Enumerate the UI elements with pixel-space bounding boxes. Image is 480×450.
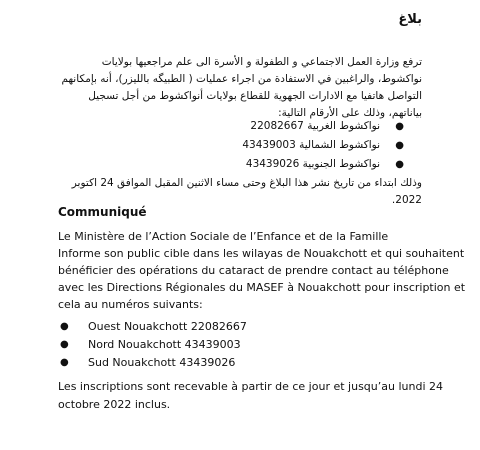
list-item-text: نواكشوط الشمالية 43439003 xyxy=(242,139,380,151)
note-line: Les inscriptions sont recevable à partir de ce jour et jusqu’au lundi 24 xyxy=(58,380,443,393)
bullet-icon: ● xyxy=(60,357,69,368)
arabic-paragraph: ترفع وزارة العمل الاجتماعي و الطفولة و الأسرة الى علم مراجعيها بولايات نواكشوط، والراغبين في الاستفادة من اجراء عمليات ( الطبيگه بالليزر)، أنه بإمكانهم التواصل هاتفيا مع الادارات الجهوية للقطاع بولايات أنواكشوط من أجل تسجيل بياناتهم، وذلك على الأرقام التالية: xyxy=(61,56,422,119)
paragraph-line: Le Ministère de l’Action Sociale de l’Enfance et de la Famille xyxy=(58,230,389,243)
french-paragraph xyxy=(58,228,466,313)
french-title: Communiqué xyxy=(58,205,147,219)
list-item-text: نواكشوط الجنوبية 43439026 xyxy=(245,158,380,170)
list-item-text: نواكشوط الغربية 22082667 xyxy=(250,120,380,132)
list-item xyxy=(58,354,247,372)
arabic-phone-list xyxy=(204,117,404,174)
paragraph-line: bénéficier des opérations du cataract de prendre contact au téléphone xyxy=(58,264,449,277)
list-item-text: Ouest Nouakchott 22082667 xyxy=(88,320,247,333)
paragraph-line: cela au numéros suivants: xyxy=(58,298,203,311)
list-item xyxy=(58,318,247,336)
note-line: octobre 2022 inclus. xyxy=(58,398,171,411)
bullet-icon: ● xyxy=(60,339,69,350)
arabic-note: وذلك ابتداء من تاريخ نشر هذا البلاغ وحتى مساء الاثنين المقبل الموافق 24 اكتوبر 2022. xyxy=(71,177,422,206)
list-item-text: Sud Nouakchott 43439026 xyxy=(88,356,236,369)
bullet-icon: ● xyxy=(395,121,404,132)
paragraph-line: Informe son public cible dans les wilayas de Nouakchott et qui souhaitent xyxy=(58,247,465,260)
list-item xyxy=(204,155,404,174)
list-item xyxy=(204,136,404,155)
arabic-title: بلاغ xyxy=(398,12,422,27)
list-item xyxy=(58,336,247,354)
french-phone-list xyxy=(58,318,247,372)
bullet-icon: ● xyxy=(60,321,69,332)
bullet-icon: ● xyxy=(395,140,404,151)
french-note xyxy=(58,378,443,414)
list-item xyxy=(204,117,404,136)
bullet-icon: ● xyxy=(395,159,404,170)
paragraph-line: avec les Directions Régionales du MASEF à Nouakchott pour inscription et xyxy=(58,281,466,294)
list-item-text: Nord Nouakchott 43439003 xyxy=(88,338,241,351)
